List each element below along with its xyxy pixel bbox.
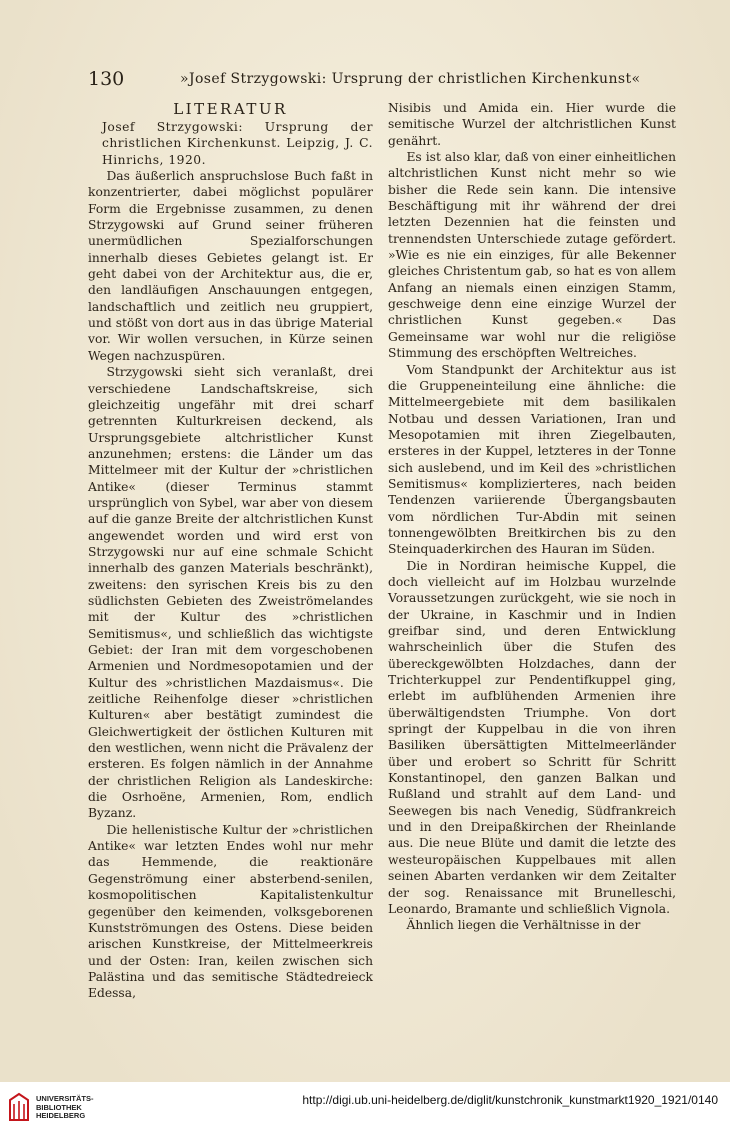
paragraph: Strzygowski sieht sich veranlaßt, drei verschiedene Landschaftskreise, sich gleichzeitig ungefähr mit drei scharf getrennten Kulturkreisen deckend, als Ursprungsgebiete altchristlicher Kunst anzunehmen; erstens: die Länder um das Mittelmeer mit der Kultur der »christlichen Antike« (dieser Terminus stammt ursprünglich von Sybel, war aber von diesem auf die ganze Breite der altchristlichen Kunst angewendet worden und wird erst von Strzygowski nur auf eine schmale Schicht innerhalb des ganzen Materials beschränkt), zweitens: den syrischen Kreis bis zu den südlichsten Gebieten des Zweiströmelandes mit der Kultur des »christlichen Semitismus«, und schließlich das wichtigste Gebiet: der Iran mit dem vorgeschobenen Armenien und Nordmesopotamien und der Kultur des »christlichen Mazdaismus«. Die zeitliche Reihenfolge dieser »christlichen Kulturen« aber bestätigt zumindest die Gleichwertigkeit der östlichen Kulturen mit den westlichen, wenn nicht die Prävalenz der ersteren. Es folgen nämlich in der Annahme der christlichen Religion als Landeskirche: die Osrhoëne, Armenien, Rom, endlich Byzanz. <box>88 365 373 821</box>
paragraph: Die in Nordiran heimische Kuppel, die doch vielleicht auf im Holzbau wurzelnde Voraussetzungen zurückgeht, wie sie noch in der Ukraine, in Kaschmir und in Indien greifbar sind, und deren Entwicklung wahrscheinlich über die Stufen des übereckgewölbten Holzdaches, dann der Trichterkuppel zur Pendentifkuppel ging, erlebt im aufblühenden Armenien ihre überwältigendsten Triumphe. Von dort springt der Kuppelbau in die von ihren Basiliken übersättigten Mittelmeerländer über und erobert so Schritt für Schritt Konstantinopel, den ganzen Balkan und Rußland und strahlt auf dem Land- und Seewegen bis nach Venedig, Südfrankreich und in den Dreipaßkirchen der Rheinlande aus. Die neue Blüte und damit die letzte des westeuropäischen Kuppelbaues mit allen seinen Abarten verdanken wir dem Zeitalter der sog. Renaissance mit Brunelleschi, Leonardo, Bramante und schließlich Vignola. <box>388 558 676 916</box>
section-heading: LITERATUR <box>173 100 288 118</box>
right-column <box>388 100 676 934</box>
paragraph: Es ist also klar, daß von einer einheitlichen altchristlichen Kunst nicht mehr so wie bisher die Rede sein kann. Die intensive Beschäftigung mit ihr während der drei letzten Dezennien hat die feinsten und trennendsten Unterschiede zutage gefördert. »Wie es nie ein einziges, für alle Bekenner gleiches Christentum gab, so hat es von allem Anfang an niemals einen einzigen Stamm, geschweige denn eine einzige Wurzel der christlichen Kunst gegeben.« Das Gemeinsame war wohl nur die religiöse Stimmung des erschöpften Weltreiches. <box>388 150 676 361</box>
running-title: »Josef Strzygowski: Ursprung der christlichen Kirchenkunst« <box>180 71 641 87</box>
page-number: 130 <box>88 68 125 90</box>
paragraph: Die hellenistische Kultur der »christlichen Antike« war letzten Endes wohl nur mehr das Hemmende, die reaktionäre Gegenströmung einer absterbend-senilen, kosmopolitischen Kapitalistenkultur gegenüber den keimenden, volksgeborenen Kunstströmungen des Ostens. Diese beiden arischen Kunstkreise, der Mittelmeerkreis und der Osten: Iran, keilen zwischen sich Palästina und das semitische Städtedreieck Edessa, <box>88 822 373 1001</box>
paragraph-continued: Nisibis und Amida ein. Hier wurde die semitische Wurzel der altchristlichen Kunst genährt. <box>388 101 676 148</box>
library-logo-icon <box>8 1092 30 1122</box>
bibliography-entry: Josef Strzygowski: Ursprung der christlichen Kirchenkunst. Leipzig, J. C. Hinrichs, 1920. <box>102 120 373 167</box>
left-column <box>88 100 373 1002</box>
page-header <box>88 66 678 92</box>
library-name-line: UNIVERSITÄTS- <box>36 1094 94 1103</box>
library-name <box>36 1095 94 1121</box>
paragraph: Vom Standpunkt der Architektur aus ist die Gruppeneinteilung eine ähnliche: die Mittelmeergebiete mit dem basilikalen Notbau und dessen Variationen, Iran und Mesopotamien mit ihren Ziegelbauten, ersteres in der Kuppel, letzteres in der Tonne sich auslebend, und im Keil des »christlichen Semitismus« komplizierteres, nach beiden Tendenzen variierende Übergangsbauten vom nördlichen Tur-Abdin mit seinen tonnengewölbten Breitkirchen bis zu den Steinquaderkirchen des Hauran im Süden. <box>388 362 676 557</box>
library-name-line: HEIDELBERG <box>36 1111 86 1120</box>
footer-bar <box>0 1082 730 1138</box>
library-name-line: BIBLIOTHEK <box>36 1102 82 1112</box>
paragraph: Ähnlich liegen die Verhältnisse in der <box>406 918 641 933</box>
paragraph: Das äußerlich anspruchslose Buch faßt in konzentrierter, dabei möglichst populärer Form die Ergebnisse zusammen, zu denen Strzygowski auf Grund seiner früheren unermüdlichen Spezialforschungen innerhalb dieses Gebietes gelangt ist. Er geht dabei von der Architektur aus, die er, den landläufigen Anschauungen entgegen, landschaftlich und zeitlich neu gruppiert, und stößt von dort aus in das übrige Material vor. Wir wollen versuchen, in Kürze seinen Wegen nachzuspüren. <box>88 169 373 363</box>
source-url-link[interactable]: http://digi.ub.uni-heidelberg.de/diglit/kunstchronik_kunstmarkt1920_1921/0140 <box>302 1093 718 1107</box>
